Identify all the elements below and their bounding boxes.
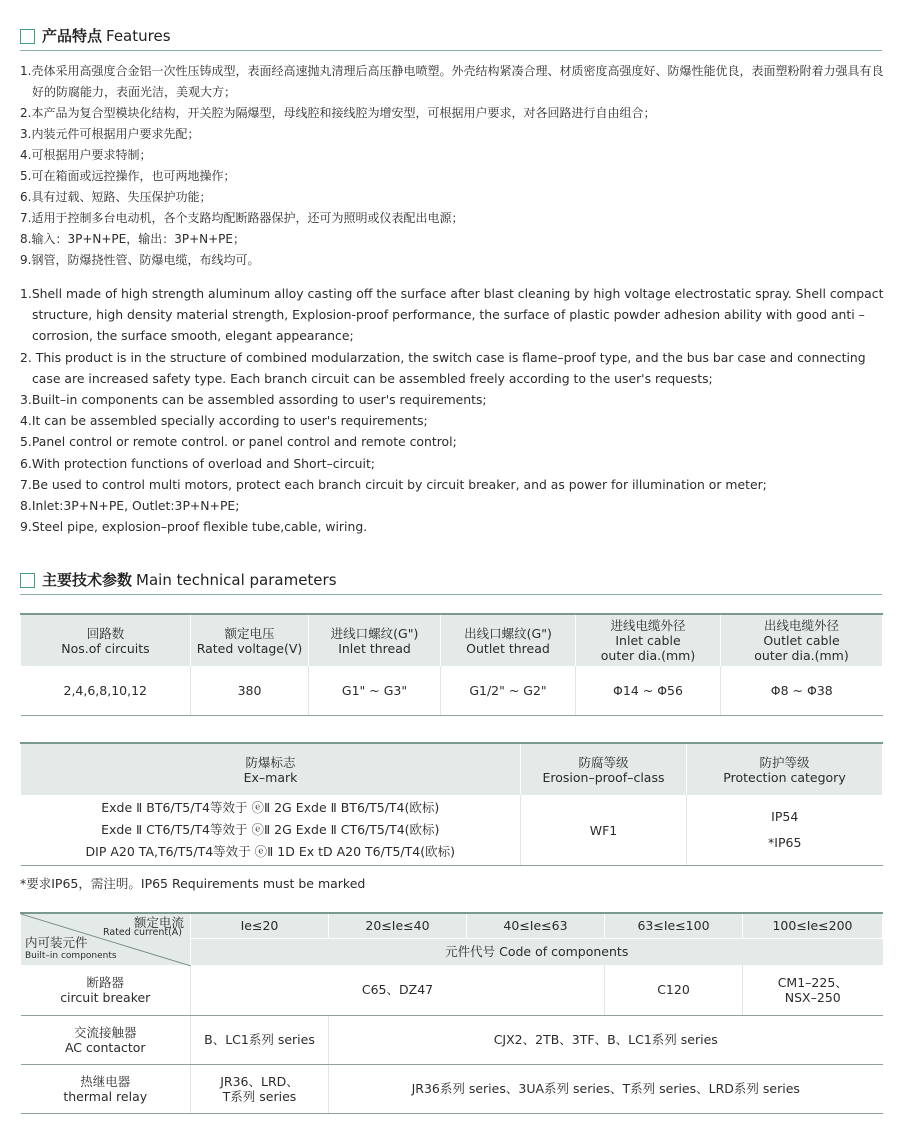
- params-table-header: [21, 614, 883, 666]
- table-row: [21, 965, 883, 1015]
- list-item: 5.Panel control or remote control. or panel control and remote control;: [20, 434, 457, 450]
- params-header: [20, 569, 882, 595]
- list-item: 1.壳体采用高强度合金铝一次性压铸成型，表面经高速抛丸清理后高压静电喷塑。外壳结构紧凑合理、材质密度高强度好、防爆性能优良，表面塑粉附着力强具有良好的防腐能力，表面光洁，美观大方；: [20, 64, 884, 99]
- column-header: 进线口螺纹(G") Inlet thread: [309, 614, 441, 666]
- component-code: CM1–225、 NSX–250: [743, 965, 883, 1015]
- square-icon: [20, 29, 35, 44]
- list-item: 9.钢管，防爆挠性管、防爆电缆，布线均可。: [20, 253, 260, 267]
- code-header: 元件代号 Code of components: [191, 938, 883, 965]
- column-header: 出线口螺纹(G") Outlet thread: [441, 614, 576, 666]
- current-range: 100≤Ie≤200: [743, 913, 883, 938]
- list-item: 6.具有过载、短路、失压保护功能；: [20, 190, 212, 204]
- column-header: 防腐等级 Erosion–proof–class: [521, 743, 687, 795]
- current-range: Ie≤20: [191, 913, 329, 938]
- exmark-line: Exde Ⅱ CT6/T5/T4等效于 ⓔⅡ 2G Exde Ⅱ CT6/T5/T4(欧标): [101, 822, 440, 837]
- list-item: 4.可根据用户要求特制；: [20, 148, 152, 162]
- features-header: [20, 25, 882, 51]
- list-item: 8.Inlet:3P+N+PE, Outlet:3P+N+PE;: [20, 498, 240, 514]
- table-row: [21, 1015, 883, 1064]
- list-item: 2.本产品为复合型模块化结构，开关腔为隔爆型，母线腔和接线腔为增安型，可根据用户要求，对各回路进行自由组合；: [20, 106, 656, 120]
- params-table-row: [21, 666, 883, 715]
- list-item: 8.输入：3P+N+PE，输出：3P+N+PE；: [20, 232, 246, 246]
- column-header: 进线电缆外径 Inlet cable outer dia.(mm): [576, 614, 721, 666]
- table-cell: Φ8 ~ Φ38: [721, 666, 883, 715]
- list-item: 4.It can be assembled specially according to user's requirements;: [20, 413, 428, 429]
- list-item: 5.可在箱面或远控操作，也可两地操作；: [20, 169, 236, 183]
- column-header: 防爆标志 Ex–mark: [21, 743, 521, 795]
- corner-cell: 额定电流 Rated current(A) 内可装元件 Built–in components: [21, 913, 191, 965]
- column-header: 出线电缆外径 Outlet cable outer dia.(mm): [721, 614, 883, 666]
- current-range: 40≤Ie≤63: [467, 913, 605, 938]
- table-cell: 2,4,6,8,10,12: [21, 666, 191, 715]
- column-header: 额定电压 Rated voltage(V): [191, 614, 309, 666]
- table-cell: Φ14 ~ Φ56: [576, 666, 721, 715]
- column-header: 防护等级 Protection category: [687, 743, 883, 795]
- features-en-list: [20, 283, 888, 537]
- list-item: 6.With protection functions of overload and Short–circuit;: [20, 455, 375, 471]
- table-cell: G1" ~ G3": [309, 666, 441, 715]
- square-icon: [20, 573, 35, 588]
- exmark-table-row: [21, 795, 883, 866]
- component-name: 断路器 circuit breaker: [21, 965, 191, 1015]
- list-item: 7.适用于控制多台电动机，各个支路均配断路器保护，还可为照明或仪表配出电源；: [20, 211, 464, 225]
- exmark-table-header: [21, 743, 883, 795]
- list-item: 2. This product is in the structure of combined modularzation, the switch case is flame–proof type, and the bus bar case and connecting case are increased safety type. Each branch circuit can be assembled freely according to the user's requests;: [20, 349, 866, 386]
- list-item: 7.Be used to control multi motors, protect each branch circuit by circuit breaker, and as power for illumination or meter;: [20, 476, 767, 492]
- component-code: C65、DZ47: [191, 965, 605, 1015]
- list-item: 9.Steel pipe, explosion–proof flexible tube,cable, wiring.: [20, 519, 368, 535]
- component-code: JR36系列 series、3UA系列 series、T系列 series、LRD系列 series: [329, 1064, 883, 1113]
- component-name: 热继电器 thermal relay: [21, 1064, 191, 1113]
- params-table: [20, 613, 883, 716]
- features-title: 产品特点 Features: [42, 27, 171, 45]
- features-cn-list: [20, 61, 888, 271]
- table-cell: 380: [191, 666, 309, 715]
- exmark-line: Exde Ⅱ BT6/T5/T4等效于 ⓔⅡ 2G Exde Ⅱ BT6/T5/T4(欧标): [101, 800, 440, 815]
- column-header: 回路数 Nos.of circuits: [21, 614, 191, 666]
- components-current-header: [21, 913, 883, 938]
- component-name: 交流接触器 AC contactor: [21, 1015, 191, 1064]
- ip65-note: *要求IP65，需注明。IP65 Requirements must be marked: [20, 876, 366, 891]
- component-code: C120: [605, 965, 743, 1015]
- table-cell: G1/2" ~ G2": [441, 666, 576, 715]
- component-code: CJX2、2TB、3TF、B、LC1系列 series: [329, 1015, 883, 1064]
- exmark-table: [20, 742, 883, 866]
- list-item: 3.Built–in components can be assembled assording to user's requirements;: [20, 392, 487, 408]
- erosion-value: WF1: [521, 795, 687, 866]
- params-title: 主要技术参数 Main technical parameters: [42, 571, 337, 589]
- component-code: B、LC1系列 series: [191, 1015, 329, 1064]
- table-row: [21, 1064, 883, 1113]
- component-code: JR36、LRD、 T系列 series: [191, 1064, 329, 1113]
- exmark-line: DIP A20 TA,T6/T5/T4等效于 ⓔⅡ 1D Ex tD A20 T6/T5/T4(欧标): [85, 844, 455, 859]
- list-item: 1.Shell made of high strength aluminum alloy casting off the surface after blast cleaning by high voltage electrostatic spray. Shell compact structure, high density material strength, Explosion-proof performance, the surface of plastic powder adhesion ability with good anti –corrosion, the surface smooth, elegant appearance;: [20, 286, 884, 344]
- current-range: 20≤Ie≤40: [329, 913, 467, 938]
- components-table: [20, 912, 883, 1114]
- exmark-values: [21, 795, 521, 866]
- list-item: 3.内装元件可根据用户要求先配；: [20, 127, 200, 141]
- protection-value: IP54 *IP65: [687, 795, 883, 866]
- current-range: 63≤Ie≤100: [605, 913, 743, 938]
